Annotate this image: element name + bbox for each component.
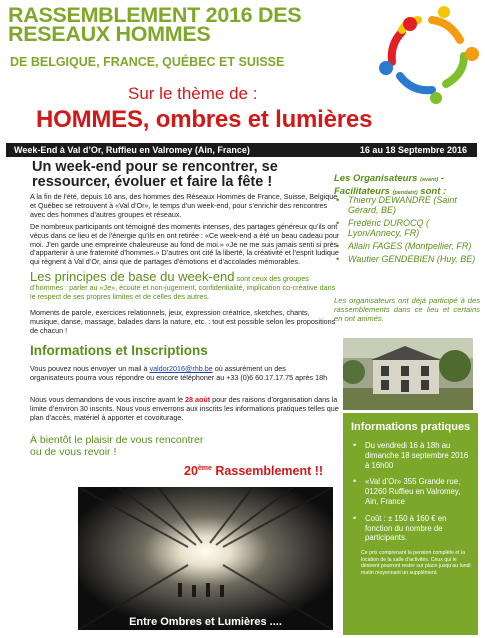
deadline-date: 28 août [185,395,211,404]
organizers-note: Les organisateurs ont déjà participé à des rassemblements dans ce lieu et certains en ont animés. [334,296,480,323]
event-dates: 16 au 18 Septembre 2016 [359,145,467,155]
price-note: Ce prix comprenant la pension complète et la location de la salle d’activités. Ceux qui le désirent pourront rester sur place jusqu’au lundi matin moyennant un supplément. [361,550,471,576]
people-circle-logo [372,4,482,104]
event-location: Week-End à Val d’Or, Ruffieu en Valromey (Ain, France) [14,145,250,155]
anniversary-badge: 20ème Rassemblement !! [184,464,324,478]
email-link[interactable]: valdor2016@rhb.be [149,364,213,373]
theme-title: HOMMES, ombres et lumières [36,106,373,133]
list-item: • «Val d’Or» 355 Grande rue, 01260 Ruffieu en Valromey, Ain, France [351,477,472,506]
headline: Un week-end pour se rencontrer, se ressourcer, évoluer et faire la fête ! [32,159,278,190]
list-item: • Allain FAGES (Montpellier, FR) [334,241,480,251]
principles-text: sont ceux des groupes d’hommes : parler au «Je», écoute et non-jugement, confidentialité, implication co-créative dans le respect de ses propres limites et de celles des autres. [30,274,336,301]
principles-section [30,269,340,302]
principles-title: Les principes de base du week-end [30,269,235,284]
practical-info-title: Informations pratiques [351,421,471,433]
venue-house-photo [343,338,473,410]
photo-caption: Entre Ombres et Lumières .... [129,616,282,628]
list-item: • Du vendredi 16 à 18h au dimanche 18 septembre 2016 à 16h00 [351,441,472,470]
theme-intro: Sur le thème de : [128,84,258,103]
event-banner [6,143,477,157]
registration-paragraph: Nous vous demandons de vous inscrire avant le 28 août pour des raisons d’organisation dans la limite d’environ 30 inscrits. Nous vous enverrons aux inscrits les informations pratiques telles que plan d’accès, matériel à apporter et covoiturage. [30,395,339,422]
intro-paragraph: A la fin de l’été, depuis 16 ans, des hommes des Réseaux Hommes de France, Suisse, Belgique et Québec se retrouvent à «Val d’Or», le temps d’un week-end, pour s’enrichir des rencontres avec des hommes d’autres groupes et réseaux. [30,192,338,219]
practical-info-box [343,413,478,635]
practical-info-list [351,441,472,543]
list-item: • Thierry DEWANDRE (Saint Gérard, BE) [334,195,480,215]
page-subtitle: DE BELGIQUE, FRANCE, QUÉBEC ET SUISSE [10,55,285,69]
closing-text: À bientôt le plaisir de vous rencontrer ou de vous revoir ! [30,434,204,458]
list-item: • Coût : ± 150 à 160 € en fonction du nombre de participants. [351,514,472,543]
info-section-title: Informations et Inscriptions [30,343,208,358]
activities-paragraph: Moments de parole, exercices relationnels, jeux, expression créatrice, sketches, chants, musique, danse, massage, balades dans la nature, etc. : tout est possible selon les propositions de chacun ! [30,308,336,335]
list-item: • Wautier GENDEBIEN (Huy, BE) [334,254,480,264]
page-title: RASSEMBLEMENT 2016 DES RESEAUX HOMMES [8,3,302,46]
list-item: • Frédéric DUROCQ ( Lyon/Annecy, FR) [334,218,480,238]
testimonials-paragraph: De nombreux participants ont témoigné des moments intenses, des partages généreux qu’ils ont vécus dans ce lieu et de l’énergie qu’ils en ont retirée : «Ce week-end a été un beau cadeau pour moi. J’en garde une empreinte chaleureuse au fond de moi.» «Je ne me suis jamais senti si près d’appartenir à une fraternité d’hommes.» D’autres ont cité la liberté, la créativité et l’esprit ludique qui règnent à Val d’Or, ainsi que de partages d’émotions et d’accolades mémorables. [30,222,340,267]
organizers-title: Les Organisateurs (avant) - Facilitateurs (pendant) sont : [334,173,447,197]
contact-paragraph: Vous pouvez nous envoyer un mail à valdor2016@rhb.be où assurément un des organisateurs pourra vous répondre ou encore téléphoner au +33 (0)6 60.17.17.75 après 18h [30,364,328,382]
tunnel-light-photo [78,487,333,630]
organizers-list [334,195,480,267]
